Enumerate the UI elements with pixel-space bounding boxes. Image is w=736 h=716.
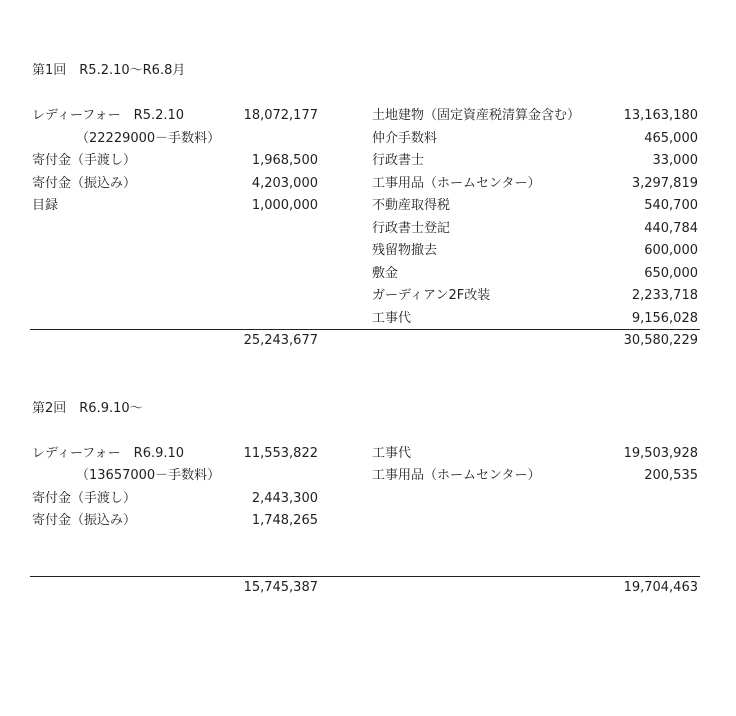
s1-right-label-9: 工事代	[372, 311, 412, 326]
s1-right-value-4: 540,700	[644, 198, 698, 213]
s1-right-label-8: ガーディアン2F改装	[372, 288, 491, 303]
s1-right-value-0: 13,163,180	[623, 108, 698, 123]
s2-right-total: 19,704,463	[623, 580, 698, 595]
s2-right-value-1: 200,535	[644, 468, 698, 483]
s1-left-label-4: 目録	[32, 198, 59, 213]
s1-right-total: 30,580,229	[623, 333, 698, 348]
s1-right-value-5: 440,784	[644, 221, 698, 236]
s1-left-label-0: レディーフォー R5.2.10	[32, 108, 185, 123]
s1-left-label-2: 寄付金（手渡し）	[32, 153, 137, 168]
s1-left-value-0: 18,072,177	[243, 108, 318, 123]
section2-title: 第2回 R6.9.10〜	[32, 401, 143, 416]
s1-left-total: 25,243,677	[243, 333, 318, 348]
s2-left-label-1: （13657000－手数料）	[76, 468, 221, 483]
section1-title: 第1回 R5.2.10〜R6.8月	[32, 63, 186, 78]
s1-right-label-6: 残留物撤去	[372, 243, 438, 258]
s1-left-value-4: 1,000,000	[251, 198, 318, 213]
s2-left-value-3: 1,748,265	[251, 513, 318, 528]
s1-right-label-4: 不動産取得税	[372, 198, 451, 213]
s1-right-value-7: 650,000	[644, 266, 698, 281]
s1-right-label-7: 敷金	[372, 266, 399, 281]
s2-left-total: 15,745,387	[243, 580, 318, 595]
s1-right-label-5: 行政書士登記	[372, 221, 451, 236]
section1-total-rule	[30, 329, 700, 330]
section2-total-rule	[30, 576, 700, 577]
s1-right-value-8: 2,233,718	[631, 288, 698, 303]
s2-right-value-0: 19,503,928	[623, 446, 698, 461]
s1-left-value-3: 4,203,000	[251, 176, 318, 191]
s1-right-value-2: 33,000	[652, 153, 698, 168]
s1-right-value-6: 600,000	[644, 243, 698, 258]
s1-left-label-1: （22229000－手数料）	[76, 131, 221, 146]
s1-right-label-2: 行政書士	[372, 153, 425, 168]
s2-left-label-3: 寄付金（振込み）	[32, 513, 137, 528]
s1-left-value-2: 1,968,500	[251, 153, 318, 168]
s2-left-label-0: レディーフォー R6.9.10	[32, 446, 185, 461]
s2-right-label-1: 工事用品（ホームセンター）	[372, 468, 541, 483]
s1-right-value-3: 3,297,819	[631, 176, 698, 191]
s2-left-value-0: 11,553,822	[243, 446, 318, 461]
s1-right-label-1: 仲介手数料	[372, 131, 438, 146]
s2-right-label-0: 工事代	[372, 446, 412, 461]
s1-right-label-3: 工事用品（ホームセンター）	[372, 176, 541, 191]
s1-right-label-0: 土地建物（固定資産税清算金含む）	[372, 108, 581, 123]
s1-right-value-9: 9,156,028	[631, 311, 698, 326]
s1-right-value-1: 465,000	[644, 131, 698, 146]
s2-left-value-2: 2,443,300	[251, 491, 318, 506]
s2-left-label-2: 寄付金（手渡し）	[32, 491, 137, 506]
s1-left-label-3: 寄付金（振込み）	[32, 176, 137, 191]
